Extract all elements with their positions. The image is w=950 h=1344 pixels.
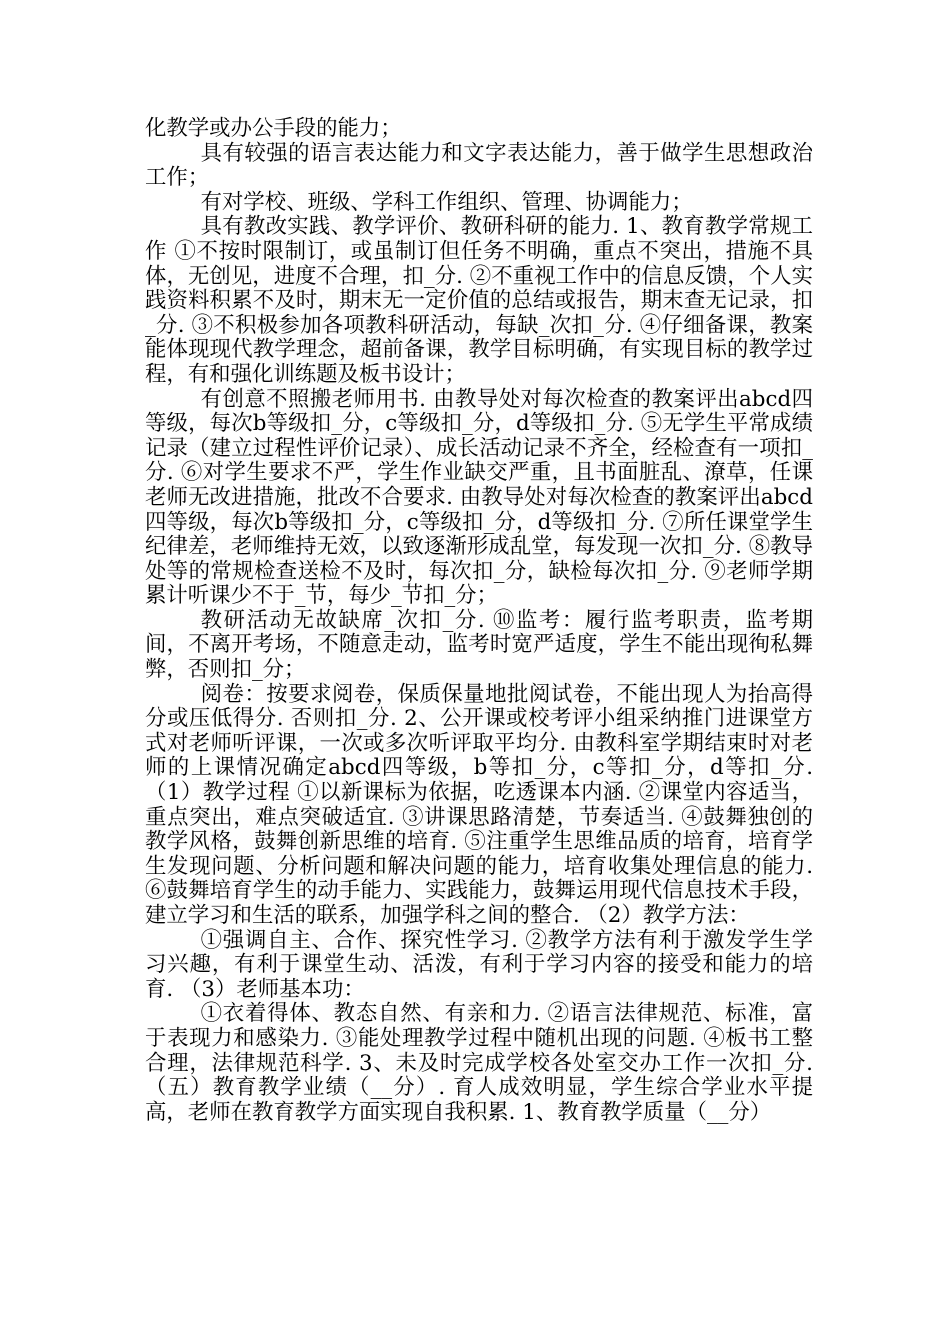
paragraph: 有对学校、班级、学科工作组织、管理、协调能力；	[200, 189, 693, 215]
paragraph: 化教学或办公手段的能力；	[145, 116, 402, 141]
document-body	[145, 117, 813, 1125]
paragraph: 教研活动无故缺席_次扣_分. ⑩监考：履行监考职责，监考期间，不离开考场，不随意走动，监考时宽严适度，学生不能出现徇私舞弊，否则扣_分；	[145, 607, 813, 683]
paragraph: 具有教改实践、教学评价、教研科研的能力. 1、教育教学常规工作 ①不按时限制订，或虽制订但任务不明确，重点不突出，措施不具体，无创见，进度不合理，扣_分. ②不重视工作中的信息反馈，个人实践资料积累不及时，期末无一定价值的总结或报告，期末查无记录，扣_分. ③不积极参加各项教科研活动，每缺_次扣_分. ④仔细备课，教案能体现现代教学理念，超前备课，教学目标明确，有实现目标的教学过程，有和强化训练题及板书设计；	[145, 214, 813, 387]
paragraph: ①强调自主、合作、探究性学习. ②教学方法有利于激发学生学习兴趣，有利于课堂生动、活泼，有利于学习内容的接受和能力的培育. （3）老师基本功：	[145, 927, 813, 1002]
paragraph: 阅卷：按要求阅卷，保质保量地批阅试卷，不能出现人为抬高得分或压低得分. 否则扣_分. 2、公开课或校考评小组采纳推门进课堂方式对老师听评课，一次或多次听评取平均分. 由教科室学期结束时对老师的上课情况确定abcd四等级，b等扣_分，c等扣_分，d等扣_分. （1）教学过程 ①以新课标为依据，吃透课本内涵. ②课堂内容适当，重点突出，难点突破适宜. ③讲课思路清楚，节奏适当. ④鼓舞独创的教学风格，鼓舞创新思维的培育. ⑤注重学生思维品质的培育，培育学生发现问题、分析问题和解决问题的能力，培育收集处理信息的能力. ⑥鼓舞培育学生的动手能力、实践能力，鼓舞运用现代信息技术手段，建立学习和生活的联系，加强学科之间的整合. （2）教学方法：	[145, 681, 813, 928]
paragraph: ①衣着得体、教态自然、有亲和力. ②语言法律规范、标准，富于表现力和感染力. ③能处理教学过程中随机出现的问题. ④板书工整合理，法律规范科学. 3、未及时完成学校各处室交办工作一次扣_分. （五）教育教学业绩（__分）. 育人成效明显，学生综合学业水平提高，老师在教育教学方面实现自我积累. 1、教育教学质量（__分）	[145, 1001, 813, 1125]
paragraph: 有创意不照搬老师用书. 由教导处对每次检查的教案评出abcd四等级，每次b等级扣_分，c等级扣_分，d等级扣_分. ⑤无学生平常成绩记录（建立过程性评价记录）、成长活动记录不齐全，经检查有一项扣_分. ⑥对学生要求不严，学生作业缺交严重，且书面脏乱、潦草，任课老师无改进措施，批改不合要求. 由教导处对每次检查的教案评出abcd四等级，每次b等级扣_分，c等级扣_分，d等级扣_分. ⑦所任课堂学生纪律差，老师维持无效，以致逐渐形成乱堂，每发现一次扣_分. ⑧教导处等的常规检查送检不及时，每次扣_分，缺检每次扣_分. ⑨老师学期累计听课少不于_节，每少_节扣_分；	[145, 386, 813, 609]
paragraph: 具有较强的语言表达能力和文字表达能力，善于做学生思想政治工作；	[145, 140, 813, 191]
